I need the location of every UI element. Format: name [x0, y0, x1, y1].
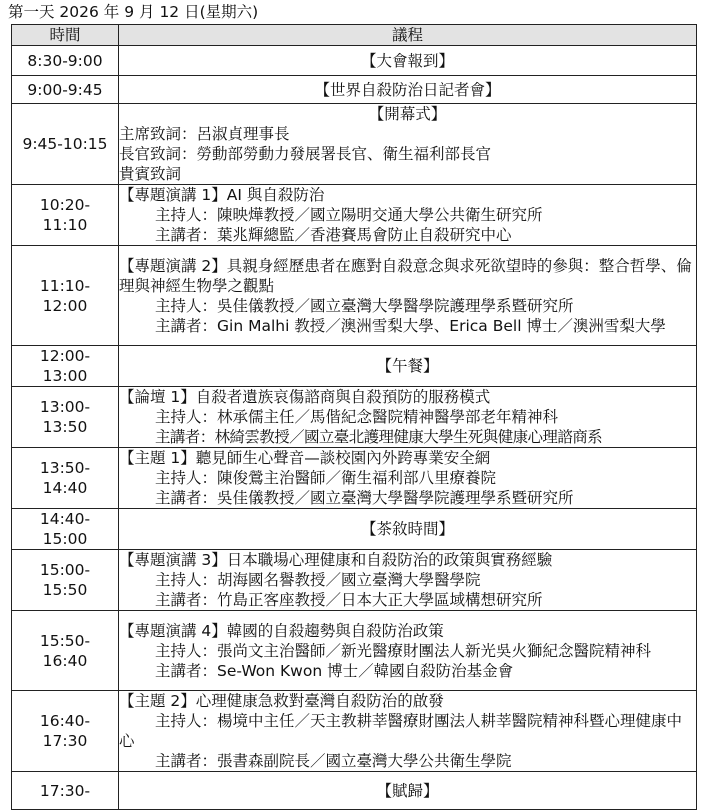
- session-title: 【專題演講 1】AI 與自殺防治: [119, 186, 325, 204]
- time-end: 11:10: [42, 216, 88, 234]
- agenda-cell: [119, 185, 697, 246]
- time-cell: 17:30-: [12, 772, 119, 810]
- table-row: [12, 611, 697, 691]
- day-title: 第一天 2026 年 9 月 12 日(星期六): [8, 3, 259, 21]
- time-end: 14:40: [42, 479, 88, 497]
- time-cell: [12, 185, 119, 246]
- agenda-cell: [119, 448, 697, 509]
- time-end: 15:00: [42, 530, 88, 548]
- host-line: 主持人：陳俊鶯主治醫師／衛生福利部八里療養院: [155, 469, 497, 487]
- table-row: [12, 76, 697, 104]
- table-row: [12, 46, 697, 76]
- table-row: [12, 509, 697, 550]
- agenda-line: 貴賓致詞: [119, 165, 182, 183]
- speaker-line: 主講者：林綺雲教授／國立臺北護理健康大學生死與健康心理諮商系: [155, 428, 603, 446]
- time-header: 時間: [12, 25, 119, 46]
- time-end: 17:30: [42, 732, 88, 750]
- session-title: 【專題演講 4】韓國的自殺趨勢與自殺防治政策: [119, 621, 444, 640]
- table-row: [12, 185, 697, 246]
- agenda-line: 長官致詞：勞動部勞動力發展署長官、衛生福利部長官: [119, 145, 492, 163]
- session-title: 【主題 1】聽見師生心聲音—談校園內外跨專業安全網: [119, 449, 491, 467]
- time-start: 15:50-: [39, 631, 91, 650]
- agenda-cell: 【茶敘時間】: [119, 509, 697, 550]
- agenda-cell: 【世界自殺防治日記者會】: [119, 76, 697, 104]
- table-row: [12, 246, 697, 346]
- agenda-cell: 【賦歸】: [119, 772, 697, 810]
- time-cell: [12, 550, 119, 611]
- schedule-table: [11, 24, 697, 810]
- agenda-cell: 【大會報到】: [119, 46, 697, 76]
- time-start: 15:00-: [39, 561, 91, 579]
- host-line: 主持人：吳佳儀教授／國立臺灣大學醫學院護理學系暨研究所: [155, 296, 574, 315]
- time-cell: [12, 246, 119, 346]
- session-title: 【專題演講 3】日本職場心理健康和自殺防治的政策與實務經驗: [119, 551, 553, 569]
- table-row: [12, 104, 697, 185]
- agenda-cell: [119, 104, 697, 185]
- time-cell: [12, 509, 119, 550]
- time-cell: [12, 691, 119, 772]
- time-end: 12:00: [42, 296, 88, 315]
- header-row: [12, 25, 697, 46]
- agenda-header: 議程: [119, 25, 697, 46]
- time-end: 13:50: [42, 418, 88, 436]
- time-start: 16:40-: [39, 712, 91, 730]
- time-cell: [12, 346, 119, 387]
- session-title: 【專題演講 2】具親身經歷患者在應對自殺意念與求死欲望時的參與：整合哲學、倫理與神經生物學之觀點: [119, 256, 692, 295]
- speaker-line: 主講者：吳佳儀教授／國立臺灣大學醫學院護理學系暨研究所: [155, 489, 574, 507]
- time-end: 15:50: [42, 581, 88, 599]
- host-line: 主持人：陳映燁教授／國立陽明交通大學公共衛生研究所: [155, 206, 543, 224]
- host-line: 主持人：胡海國名譽教授／國立臺灣大學醫學院: [155, 571, 481, 589]
- host-line: 主持人：林承儒主任／馬偕紀念醫院精神醫學部老年精神科: [155, 408, 559, 426]
- session-title: 【論壇 1】自殺者遺族哀傷諮商與自殺預防的服務模式: [119, 388, 491, 406]
- agenda-cell: [119, 246, 697, 346]
- time-end: 16:40: [42, 651, 88, 670]
- time-start: 12:00-: [39, 347, 91, 365]
- speaker-line: 主講者：葉兆輝總監／香港賽馬會防止自殺研究中心: [155, 226, 512, 244]
- time-end: 13:00: [42, 367, 88, 385]
- table-row: [12, 346, 697, 387]
- agenda-cell: [119, 387, 697, 448]
- agenda-cell: 【午餐】: [119, 346, 697, 387]
- table-row: [12, 550, 697, 611]
- host-line: 主持人：楊境中主任／天主教耕莘醫療財團法人耕莘醫院精神科暨心理健康中心: [119, 712, 683, 750]
- time-start: 14:40-: [39, 510, 91, 528]
- time-cell: [12, 611, 119, 691]
- speaker-line: 主講者：竹島正客座教授／日本大正大學區域構想研究所: [155, 591, 543, 609]
- time-cell: 8:30-9:00: [12, 46, 119, 76]
- speaker-line: 主講者：Gin Malhi 教授／澳洲雪梨大學、Erica Bell 博士／澳洲雪梨大學: [155, 316, 666, 335]
- table-row: [12, 387, 697, 448]
- agenda-cell: [119, 611, 697, 691]
- time-start: 10:20-: [39, 196, 91, 214]
- time-cell: [12, 387, 119, 448]
- table-row: [12, 691, 697, 772]
- time-cell: 9:00-9:45: [12, 76, 119, 104]
- time-cell: 9:45-10:15: [12, 104, 119, 185]
- time-start: 13:50-: [39, 459, 91, 477]
- speaker-line: 主講者：Se-Won Kwon 博士／韓國自殺防治基金會: [155, 661, 514, 680]
- host-line: 主持人：張尚文主治醫師／新光醫療財團法人新光吳火獅紀念醫院精神科: [155, 641, 652, 660]
- time-cell: [12, 448, 119, 509]
- time-start: 13:00-: [39, 398, 91, 416]
- agenda-cell: [119, 691, 697, 772]
- session-title: 【主題 2】心理健康急救對臺灣自殺防治的啟發: [119, 692, 444, 710]
- agenda-cell: [119, 550, 697, 611]
- agenda-line: 主席致詞：呂淑貞理事長: [119, 125, 290, 143]
- session-title: 【開幕式】: [368, 105, 447, 123]
- table-row: [12, 448, 697, 509]
- time-start: 11:10-: [39, 276, 91, 295]
- speaker-line: 主講者：張書森副院長／國立臺灣大學公共衛生學院: [155, 752, 512, 770]
